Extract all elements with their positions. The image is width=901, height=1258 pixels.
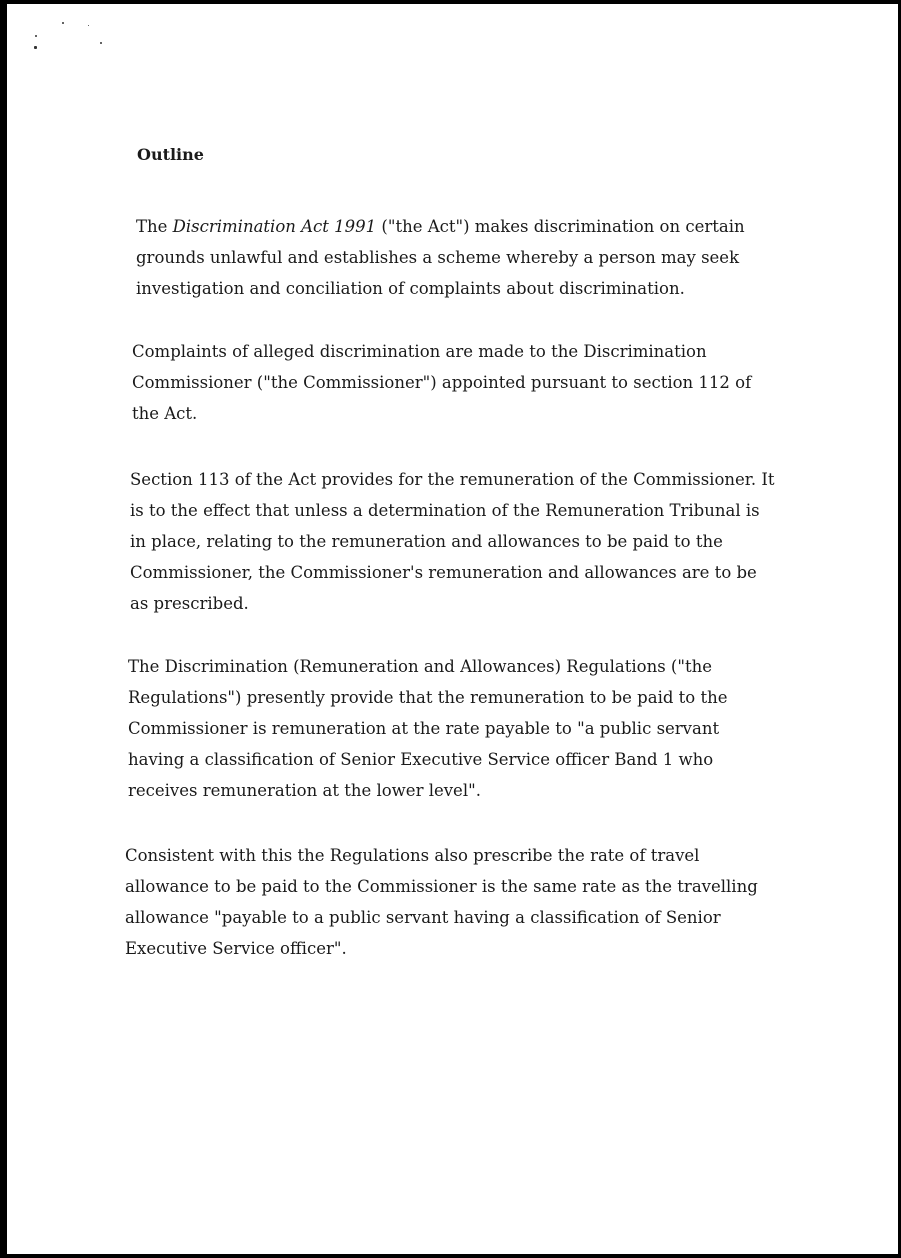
text-line: investigation and conciliation of complaints about discrimination.	[136, 279, 685, 298]
scan-edge-bottom	[0, 1254, 901, 1258]
text-line: grounds unlawful and establishes a scheme whereby a person may seek	[136, 248, 740, 267]
paragraph-outline-intro	[136, 211, 745, 304]
text-line: The Discrimination Act 1991 ("the Act") makes discrimination on certain	[136, 217, 745, 236]
text-line: as prescribed.	[130, 594, 249, 613]
text-line: Commissioner ("the Commissioner") appointed pursuant to section 112 of	[132, 373, 752, 392]
text-line: Executive Service officer".	[125, 939, 347, 958]
paragraph-complaints	[132, 336, 751, 429]
scan-speck	[100, 42, 102, 44]
text-line: the Act.	[132, 404, 198, 423]
text-line: Commissioner is remuneration at the rate payable to "a public servant	[128, 719, 720, 738]
scan-edge-top	[0, 0, 901, 4]
scan-speck	[35, 35, 37, 37]
document-heading: Outline	[137, 145, 204, 164]
text-line: Consistent with this the Regulations also prescribe the rate of travel	[125, 846, 700, 865]
scan-edge-left	[0, 0, 7, 1258]
act-title: Discrimination Act 1991	[172, 217, 377, 236]
text-line: allowance "payable to a public servant having a classification of Senior	[125, 908, 721, 927]
scan-speck	[88, 25, 89, 26]
paragraph-regulations	[128, 651, 728, 806]
text-line: Commissioner, the Commissioner's remuneration and allowances are to be	[130, 563, 757, 582]
text-line: Regulations") presently provide that the remuneration to be paid to the	[128, 688, 728, 707]
scan-speck	[34, 46, 37, 49]
paragraph-section-113	[130, 464, 775, 619]
paragraph-travel-allowance	[125, 840, 758, 964]
text-line: in place, relating to the remuneration and allowances to be paid to the	[130, 532, 723, 551]
text-line: receives remuneration at the lower level".	[128, 781, 481, 800]
text-line: The Discrimination (Remuneration and Allowances) Regulations ("the	[128, 657, 712, 676]
text-line: Section 113 of the Act provides for the remuneration of the Commissioner. It	[130, 470, 775, 489]
text-line: having a classification of Senior Executive Service officer Band 1 who	[128, 750, 714, 769]
text-line: allowance to be paid to the Commissioner is the same rate as the travelling	[125, 877, 758, 896]
text-line: Complaints of alleged discrimination are made to the Discrimination	[132, 342, 707, 361]
text-line: is to the effect that unless a determination of the Remuneration Tribunal is	[130, 501, 760, 520]
scan-speck	[62, 22, 64, 24]
